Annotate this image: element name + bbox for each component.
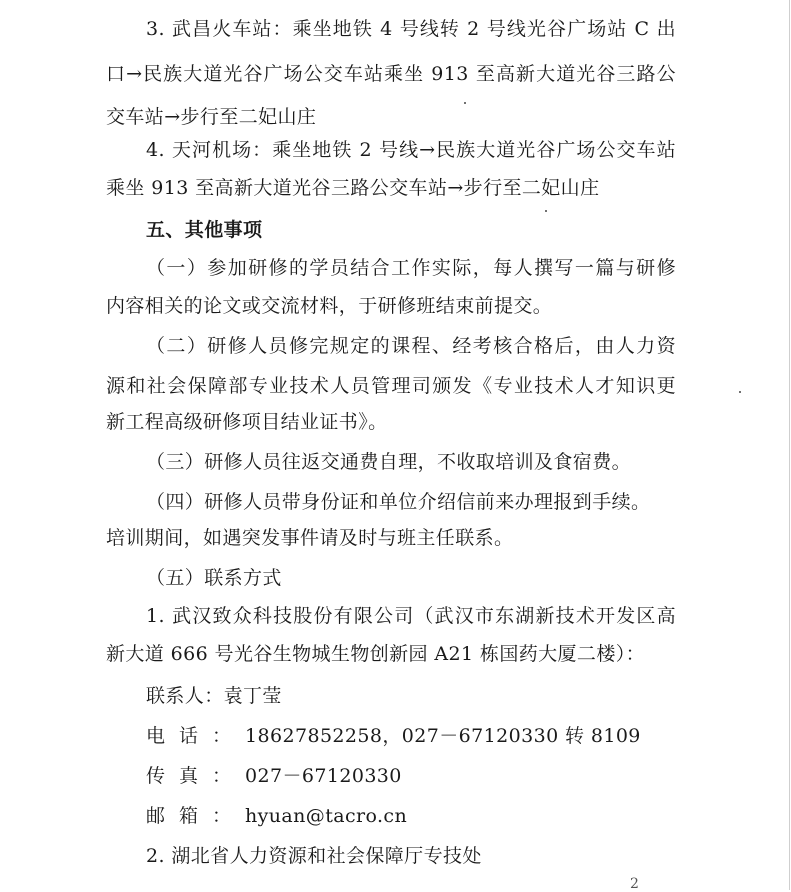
text-line: 新大道 666 号光谷生物城生物创新园 A21 栋国药大厦二楼）： [106, 643, 646, 665]
contact-email [146, 802, 407, 830]
text-line: 乘坐 913 至高新大道光谷三路公交车站→步行至二妃山庄 [106, 177, 600, 199]
text-line: （四）研修人员带身份证和单位介绍信前来办理报到手续。 [146, 491, 651, 513]
scan-speck [545, 210, 547, 212]
text-line: 2. 湖北省人力资源和社会保障厅专技处 [146, 845, 482, 867]
text-line: （三）研修人员往返交通费自理，不收取培训及食宿费。 [146, 451, 632, 473]
text-line: 3. 武昌火车站：乘坐地铁 4 号线转 2 号线光谷广场站 C 出 [146, 18, 676, 40]
fax-label: 传真： [146, 765, 246, 787]
phone-value: 18627852258，027－67120330 转 8109 [245, 725, 641, 747]
scan-speck [464, 102, 466, 104]
subsection-heading: （五）联系方式 [146, 567, 282, 589]
page-edge [789, 0, 790, 890]
text-line: 1. 武汉致众科技股份有限公司（武汉市东湖新技术开发区高 [146, 605, 676, 627]
scan-speck [739, 391, 741, 393]
text-line: 内容相关的论文或交流材料，于研修班结束前提交。 [106, 295, 553, 317]
email-label: 邮箱： [146, 805, 246, 827]
text-line: （一）参加研修的学员结合工作实际，每人撰写一篇与研修 [146, 257, 676, 279]
contact-phone [146, 722, 641, 750]
text-line: （二）研修人员修完规定的课程、经考核合格后，由人力资 [146, 335, 676, 357]
text-line: 4. 天河机场：乘坐地铁 2 号线→民族大道光谷广场公交车站 [146, 139, 676, 161]
text-line: 源和社会保障部专业技术人员管理司颁发《专业技术人才知识更 [106, 375, 676, 397]
text-line: 交车站→步行至二妃山庄 [106, 106, 317, 128]
page-number: 2 [630, 876, 639, 892]
text-line: 口→民族大道光谷广场公交车站乘坐 913 至高新大道光谷三路公 [106, 63, 676, 85]
contact-person: 联系人：袁丁莹 [146, 685, 282, 707]
section-heading: 五、其他事项 [146, 219, 263, 241]
phone-label: 电话： [146, 725, 246, 747]
text-line: 培训期间，如遇突发事件请及时与班主任联系。 [106, 527, 514, 549]
contact-fax [146, 762, 402, 790]
email-value: hyuan@tacro.cn [245, 805, 408, 827]
fax-value: 027－67120330 [245, 765, 402, 787]
text-line: 新工程高级研修项目结业证书》。 [106, 411, 388, 433]
